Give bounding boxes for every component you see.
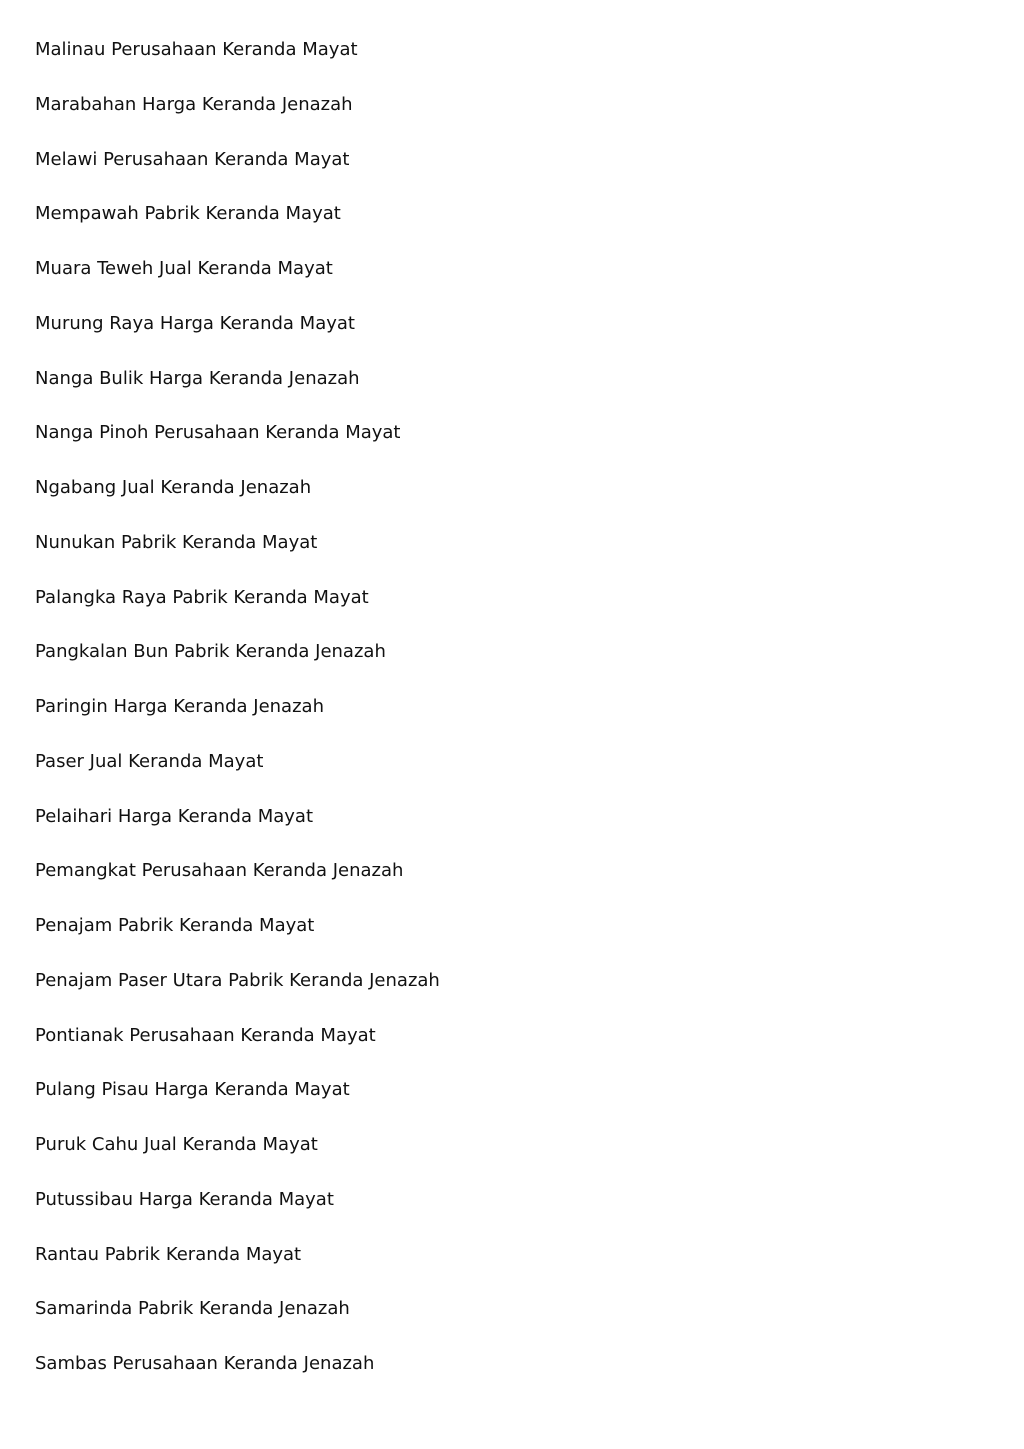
- text-line: Penajam Paser Utara Pabrik Keranda Jenazah: [35, 969, 440, 991]
- text-line-list: [35, 36, 440, 1405]
- text-line: Penajam Pabrik Keranda Mayat: [35, 915, 315, 936]
- text-line: Pontianak Perusahaan Keranda Mayat: [35, 1024, 376, 1046]
- text-line: Paringin Harga Keranda Jenazah: [35, 696, 324, 717]
- text-line: Samarinda Pabrik Keranda Jenazah: [35, 1298, 350, 1320]
- text-line: Pemangkat Perusahaan Keranda Jenazah: [35, 860, 404, 882]
- text-line: Putussibau Harga Keranda Mayat: [35, 1188, 334, 1210]
- text-line: Ngabang Jual Keranda Jenazah: [35, 477, 312, 498]
- text-line: Nanga Pinoh Perusahaan Keranda Mayat: [35, 422, 401, 444]
- text-line: Pelaihari Harga Keranda Mayat: [35, 805, 314, 827]
- text-line: Melawi Perusahaan Keranda Mayat: [35, 148, 350, 170]
- text-line: Marabahan Harga Keranda Jenazah: [35, 93, 353, 115]
- text-line: Malinau Perusahaan Keranda Mayat: [35, 39, 358, 60]
- text-line: Murung Raya Harga Keranda Mayat: [35, 312, 355, 334]
- text-line: Puruk Cahu Jual Keranda Mayat: [35, 1134, 318, 1155]
- text-line: Mempawah Pabrik Keranda Mayat: [35, 203, 341, 225]
- text-line: Palangka Raya Pabrik Keranda Mayat: [35, 586, 369, 608]
- text-line: Nanga Bulik Harga Keranda Jenazah: [35, 367, 360, 389]
- text-line: Sambas Perusahaan Keranda Jenazah: [35, 1353, 375, 1374]
- text-line: Nunukan Pabrik Keranda Mayat: [35, 531, 318, 553]
- text-line: Paser Jual Keranda Mayat: [35, 750, 264, 772]
- text-line: Pangkalan Bun Pabrik Keranda Jenazah: [35, 641, 386, 663]
- text-line: Muara Teweh Jual Keranda Mayat: [35, 258, 333, 279]
- text-line: Rantau Pabrik Keranda Mayat: [35, 1243, 302, 1265]
- text-line: Pulang Pisau Harga Keranda Mayat: [35, 1079, 350, 1101]
